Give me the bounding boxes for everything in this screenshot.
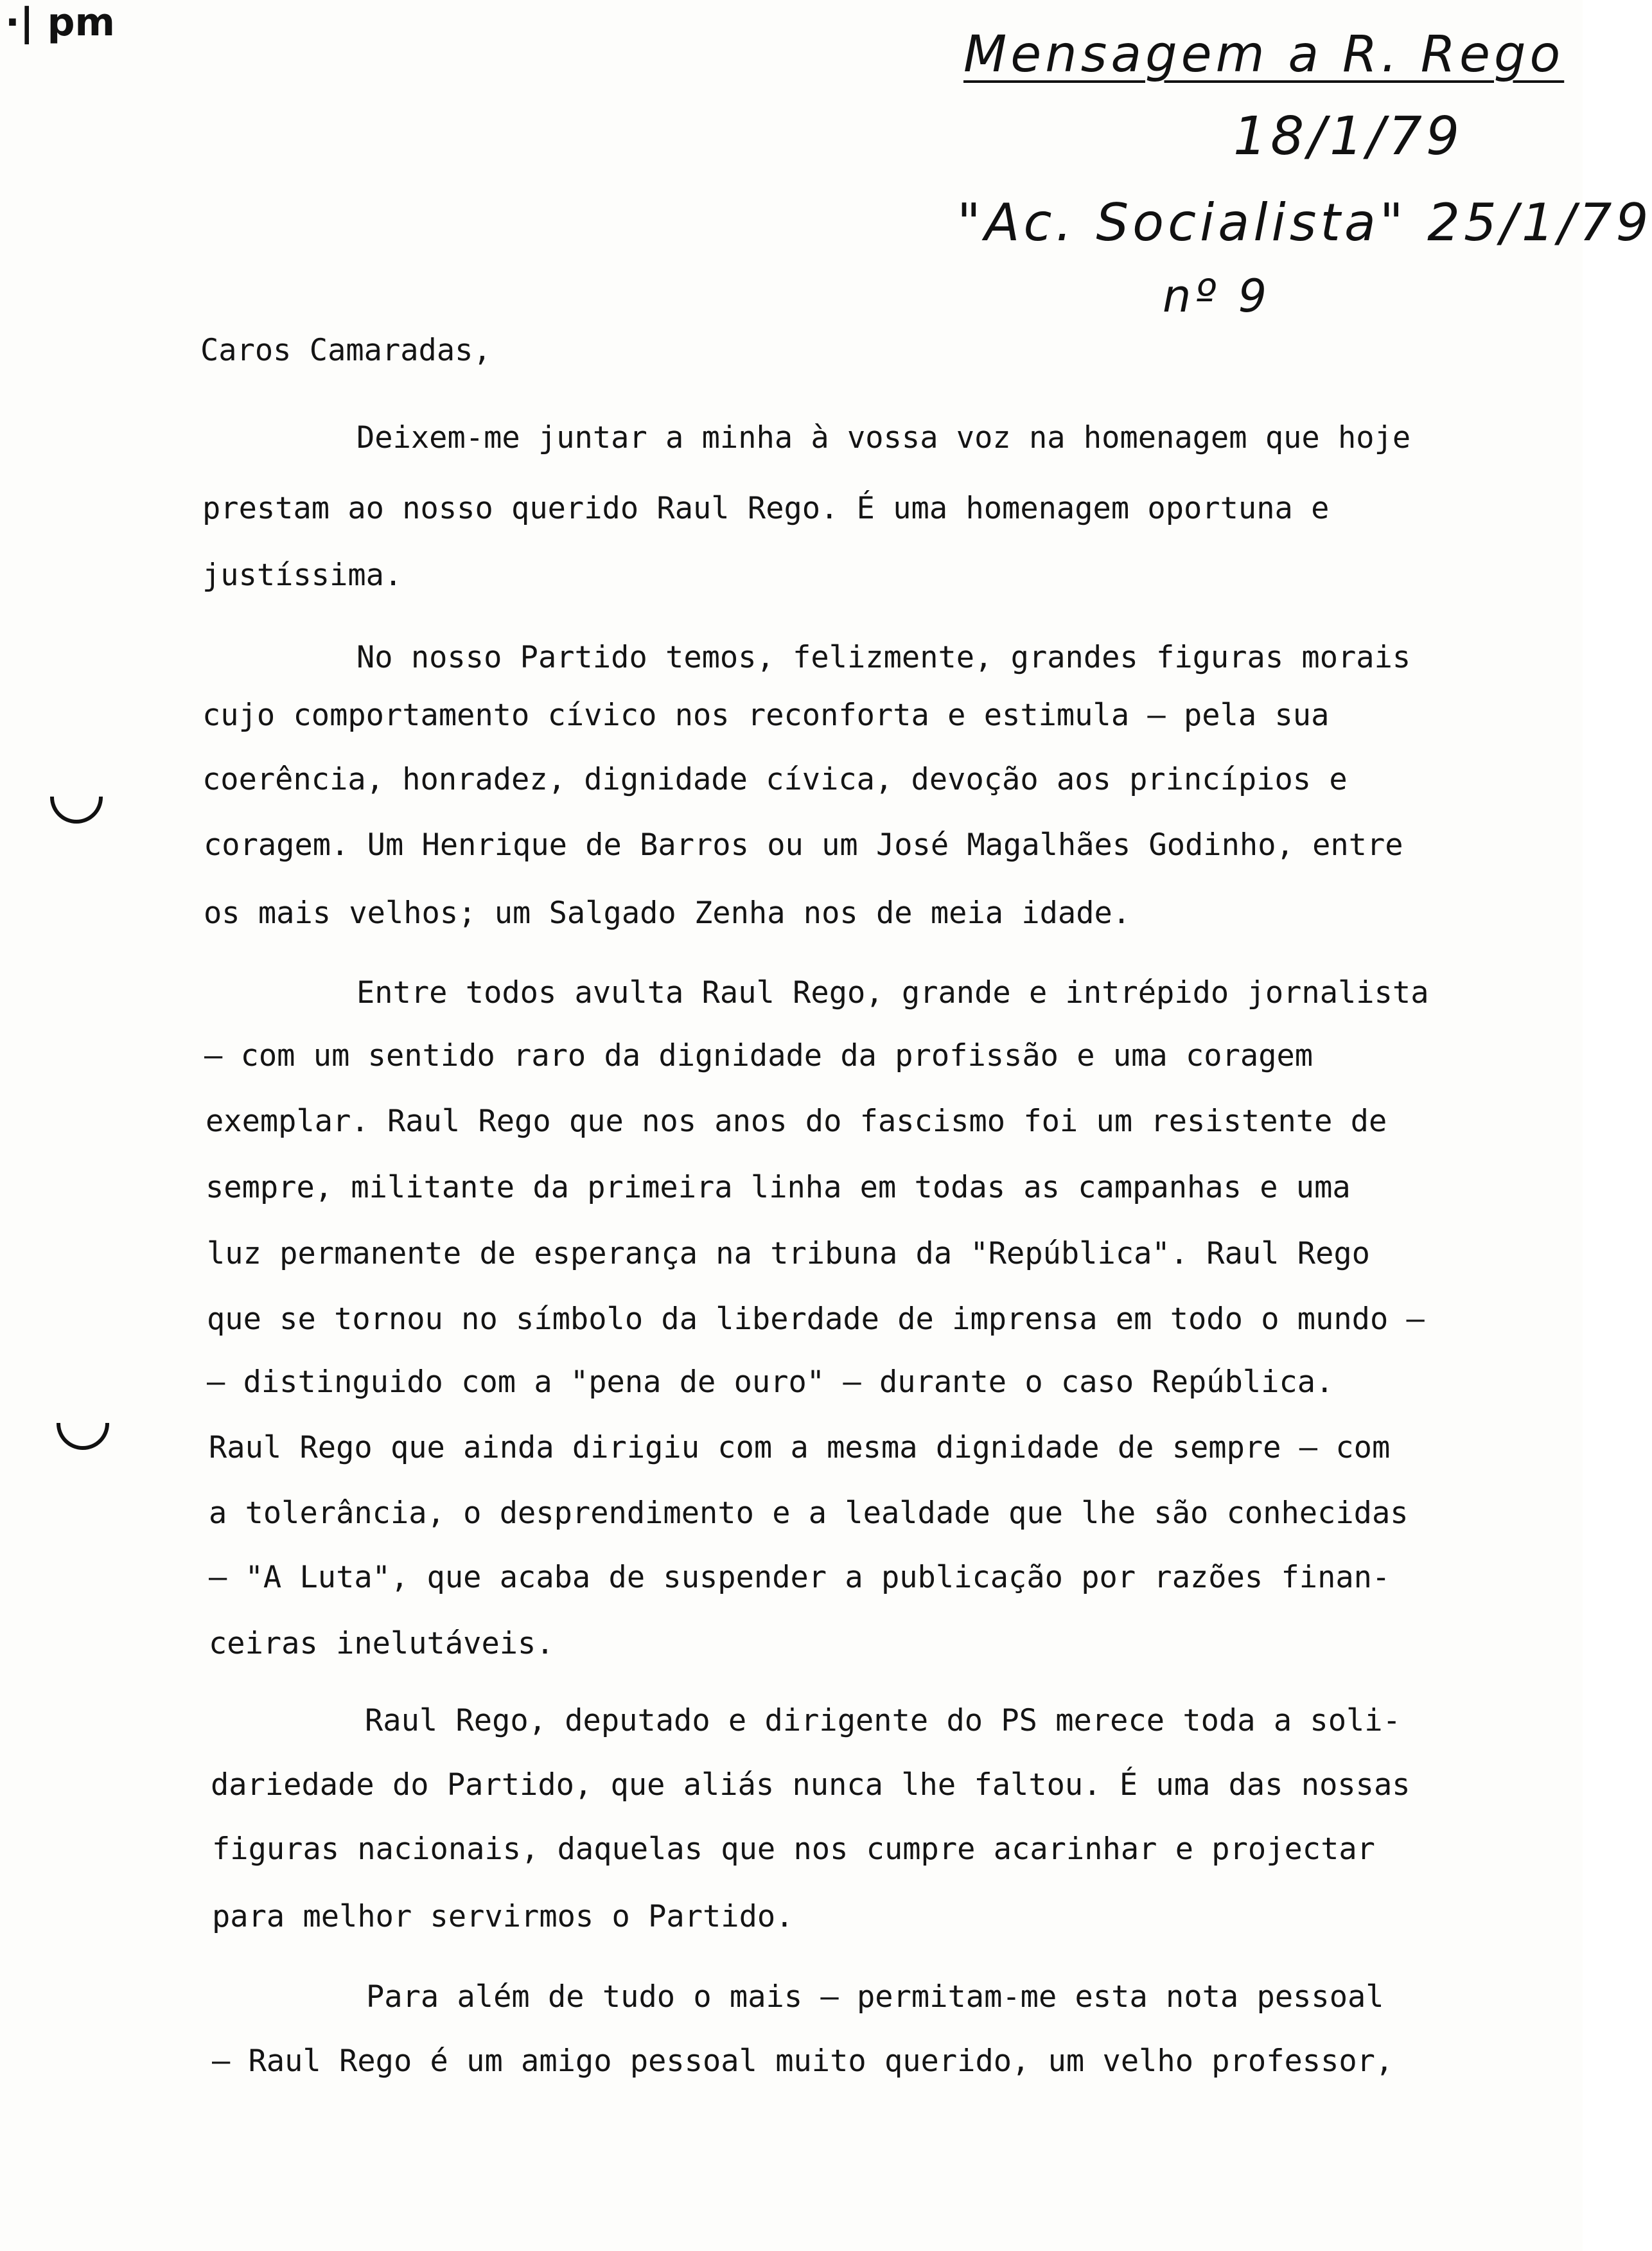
letter-line: dariedade do Partido, que aliás nunca lhe faltou. É uma das nossas	[211, 1767, 1410, 1803]
letter-line: a tolerância, o desprendimento e a lealdade que lhe são conhecidas	[209, 1496, 1409, 1531]
letter-line: — distinguido com a "pena de ouro" — durante o caso República.	[207, 1364, 1334, 1400]
punch-hole-mark	[50, 797, 103, 824]
letter-line: Deixem-me juntar a minha à vossa voz na homenagem que hoje	[356, 420, 1411, 455]
letter-line: justíssima.	[202, 558, 403, 593]
letter-line: Entre todos avulta Raul Rego, grande e intrépido jornalista	[356, 975, 1429, 1011]
letter-line: No nosso Partido temos, felizmente, grandes figuras morais	[356, 640, 1411, 675]
letter-line: Para além de tudo o mais — permitam-me esta nota pessoal	[366, 1979, 1384, 2015]
handwritten-publication-reference: "Ac. Socialista" 25/1/79	[957, 193, 1652, 252]
letter-line: — com um sentido raro da dignidade da profissão e uma coragem	[204, 1038, 1314, 1073]
letter-line: Raul Rego que ainda dirigiu com a mesma dignidade de sempre — com	[209, 1430, 1391, 1465]
letter-line: — Raul Rego é um amigo pessoal muito querido, um velho professor,	[212, 2044, 1394, 2079]
letter-line: para melhor servirmos o Partido.	[212, 1899, 794, 1934]
punch-hole-mark	[57, 1423, 109, 1450]
letter-line: que se tornou no símbolo da liberdade de imprensa em todo o mundo —	[207, 1302, 1425, 1337]
letter-line: prestam ao nosso querido Raul Rego. É uma homenagem oportuna e	[202, 491, 1330, 526]
letter-line: figuras nacionais, daquelas que nos cumpre acarinhar e projectar	[212, 1832, 1375, 1867]
letter-line: Raul Rego, deputado e dirigente do PS merece toda a soli-	[365, 1703, 1401, 1738]
handwritten-issue-number: nº 9	[1163, 270, 1271, 322]
letter-line: coerência, honradez, dignidade cívica, devoção aos princípios e	[202, 762, 1348, 797]
handwritten-title: Mensagem a R. Rego	[963, 26, 1565, 84]
corner-handwritten-mark: ·| pm	[5, 0, 116, 45]
letter-line: luz permanente de esperança na tribuna da "República". Raul Rego	[207, 1236, 1370, 1271]
letter-line: sempre, militante da primeira linha em todas as campanhas e uma	[206, 1170, 1351, 1205]
handwritten-date: 18/1/79	[1233, 106, 1464, 167]
letter-line: ceiras inelutáveis.	[209, 1626, 554, 1661]
letter-line: — "A Luta", que acaba de suspender a publicação por razões finan-	[209, 1560, 1391, 1595]
letter-salutation: Caros Camaradas,	[200, 333, 491, 368]
letter-line: cujo comportamento cívico nos reconforta e estimula — pela sua	[202, 698, 1330, 733]
letter-line: exemplar. Raul Rego que nos anos do fascismo foi um resistente de	[206, 1104, 1387, 1139]
letter-line: coragem. Um Henrique de Barros ou um José Magalhães Godinho, entre	[204, 827, 1403, 863]
letter-line: os mais velhos; um Salgado Zenha nos de meia idade.	[204, 896, 1131, 931]
